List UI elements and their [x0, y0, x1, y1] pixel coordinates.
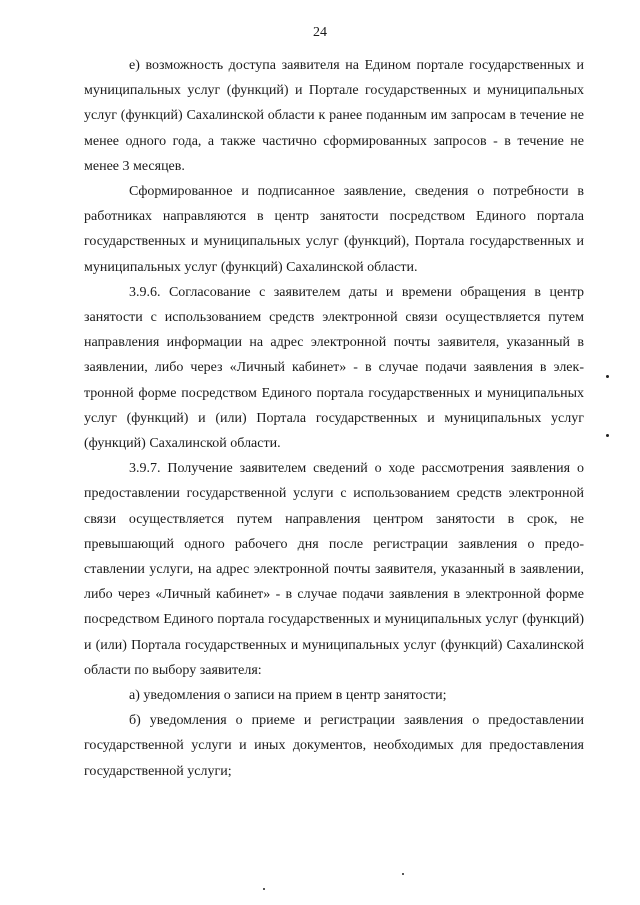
scan-speck: [606, 434, 609, 437]
paragraph-3-9-6: 3.9.6. Согласование с заявителем даты и времени обращения в центр занятости с использованием средств электронной связи осуществляется путем направления информации на адрес электронной почты заявителя, указанный в заявлении, либо через «Личный кабинет» - в случае подачи заявления в электронной форме посредством Единого портала государственных и муниципальных услуг (функций) и (или) Портала государственных и муниципальных услуг (функций) Сахалинской области.: [84, 284, 584, 452]
document-body: [84, 53, 584, 784]
paragraph-3-9-7: 3.9.7. Получение заявителем сведений о ходе рассмотрения заявления о предоставлении государственной услуги с использованием средств электронной связи осуществляется путем направления центром занятости в срок, не превышающий одного рабочего дня после регистрации заявления о предоставлении услуги, на адрес электронной почты заявителя, указанный в заявлении, либо через «Личный кабинет» - в случае подачи заявления в электронной форме посредством Единого портала государственных и муниципальных услуг (функций) и (или) Портала государственных и муниципальных услуг (функций) Сахалинской области по выбору заявителя:: [84, 461, 584, 678]
scan-speck: [263, 888, 265, 890]
paragraph-portal-access: е) возможность доступа заявителя на Едином портале государственных и муниципальных услуг (функций) и Портале государственных и муниципальных услуг (функций) Сахалинской области к ранее поданным им запросам в течение не менее одного года, а также частично сформированных запросов - в течение не менее 3 месяцев.: [84, 58, 584, 174]
list-item-a: а) уведомления о записи на прием в центр занятости;: [129, 688, 447, 704]
list-item-b: б) уведомления о приеме и регистрации заявления о предоставлении государственной услуги и иных документов, необходимых для предоставления государственной услуги;: [84, 713, 584, 779]
page-number: 24: [313, 25, 327, 40]
scan-speck: [606, 375, 609, 378]
paragraph-application-submission: Сформированное и подписанное заявление, сведения о потребности в работниках направляются в центр занятости посредством Единого портала государственных и муниципальных услуг (функций), Портала государственных и муниципальных услуг (функций) Сахалинской области.: [84, 184, 584, 275]
scan-speck: [402, 873, 404, 875]
